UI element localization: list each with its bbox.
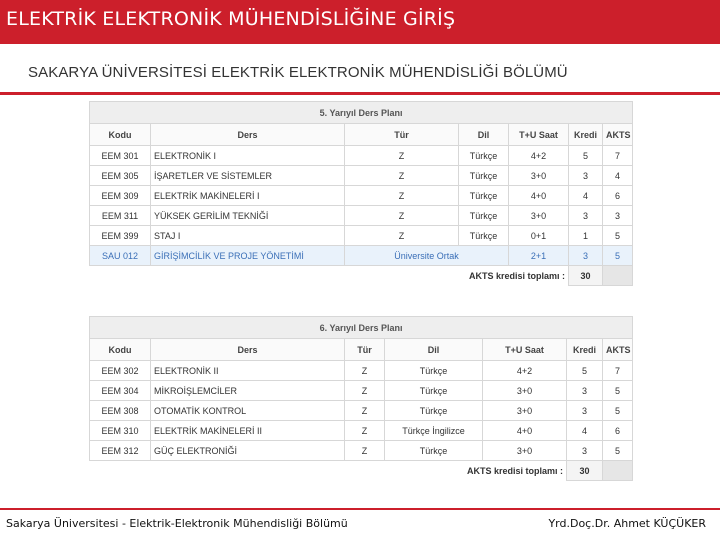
column-header: T+U Saat: [509, 124, 569, 146]
semester6-course-table: [89, 316, 633, 481]
footer-author: Yrd.Doç.Dr. Ahmet KÜÇÜKER: [548, 517, 706, 530]
total-value: 30: [569, 266, 603, 286]
semester5-course-table: [89, 101, 633, 286]
table-row: [90, 206, 633, 226]
course-ects: 6: [603, 421, 633, 441]
course-credit: 3: [567, 441, 603, 461]
course-code: EEM 399: [90, 226, 151, 246]
course-language: Türkçe: [459, 226, 509, 246]
course-code: EEM 311: [90, 206, 151, 226]
course-type: Z: [345, 146, 459, 166]
course-hours: 2+1: [509, 246, 569, 266]
table-header-row: [90, 339, 633, 361]
table-row: [90, 421, 633, 441]
course-name: GİRİŞİMCİLİK VE PROJE YÖNETİMİ: [151, 246, 345, 266]
table-row: [90, 361, 633, 381]
course-language: Türkçe: [385, 361, 483, 381]
course-name: STAJ I: [151, 226, 345, 246]
course-ects: 5: [603, 441, 633, 461]
course-name: ELEKTRONİK I: [151, 146, 345, 166]
column-header: Ders: [151, 339, 345, 361]
footer-divider: [0, 508, 720, 510]
total-label: AKTS kredisi toplamı :: [468, 270, 565, 281]
course-code: EEM 305: [90, 166, 151, 186]
table-row: [90, 226, 633, 246]
course-name: ELEKTRİK MAKİNELERİ I: [151, 186, 345, 206]
column-header: Tür: [345, 124, 459, 146]
total-filler: [603, 461, 633, 481]
course-credit: 3: [567, 381, 603, 401]
course-hours: 4+2: [483, 361, 567, 381]
course-name: MİKROİŞLEMCİLER: [151, 381, 345, 401]
table-row: [90, 146, 633, 166]
table-row: [90, 441, 633, 461]
course-name: OTOMATİK KONTROL: [151, 401, 345, 421]
course-language: Türkçe: [385, 381, 483, 401]
course-name: ELEKTRONİK II: [151, 361, 345, 381]
header-divider: [0, 92, 720, 95]
course-hours: 4+0: [483, 421, 567, 441]
column-header: Ders: [151, 124, 345, 146]
table-row: [90, 401, 633, 421]
table-row-highlighted: [90, 246, 633, 266]
column-header: AKTS: [603, 124, 633, 146]
table-caption: 5. Yarıyıl Ders Planı: [90, 102, 633, 124]
total-label: AKTS kredisi toplamı :: [466, 465, 563, 476]
course-ects: 5: [603, 401, 633, 421]
course-language: Türkçe: [459, 166, 509, 186]
course-type: Z: [345, 441, 385, 461]
course-ects: 6: [603, 186, 633, 206]
course-ects: 4: [603, 166, 633, 186]
course-code: EEM 309: [90, 186, 151, 206]
course-type: Z: [345, 226, 459, 246]
column-header: Kredi: [569, 124, 603, 146]
table-header-row: [90, 124, 633, 146]
table-row: [90, 166, 633, 186]
course-language: Türkçe: [459, 206, 509, 226]
course-code: SAU 012: [90, 246, 151, 266]
course-name: GÜÇ ELEKTRONİĞİ: [151, 441, 345, 461]
column-header: Kodu: [90, 124, 151, 146]
course-type: Z: [345, 361, 385, 381]
course-code: EEM 301: [90, 146, 151, 166]
course-ects: 7: [603, 146, 633, 166]
course-name: YÜKSEK GERİLİM TEKNİĞİ: [151, 206, 345, 226]
table-caption: 6. Yarıyıl Ders Planı: [90, 317, 633, 339]
course-type: Z: [345, 186, 459, 206]
course-language: Türkçe: [385, 441, 483, 461]
course-credit: 4: [569, 186, 603, 206]
slide-subtitle: SAKARYA ÜNİVERSİTESİ ELEKTRİK ELEKTRONİK MÜHENDİSLİĞİ BÖLÜMÜ: [28, 64, 568, 81]
column-header: Dil: [385, 339, 483, 361]
course-ects: 5: [603, 381, 633, 401]
table-total-row: [90, 266, 633, 286]
course-hours: 4+0: [509, 186, 569, 206]
column-header: Dil: [459, 124, 509, 146]
course-hours: 4+2: [509, 146, 569, 166]
column-header: T+U Saat: [483, 339, 567, 361]
course-hours: 0+1: [509, 226, 569, 246]
course-credit: 4: [567, 421, 603, 441]
course-credit: 3: [569, 166, 603, 186]
course-credit: 3: [569, 206, 603, 226]
footer-institution: Sakarya Üniversitesi - Elektrik-Elektronik Mühendisliği Bölümü: [6, 517, 348, 530]
column-header: Tür: [345, 339, 385, 361]
course-type: Z: [345, 401, 385, 421]
course-type: Z: [345, 421, 385, 441]
course-ects: 5: [603, 226, 633, 246]
table-row: [90, 186, 633, 206]
course-code: EEM 312: [90, 441, 151, 461]
course-type: Z: [345, 206, 459, 226]
table-row: [90, 381, 633, 401]
course-hours: 3+0: [509, 166, 569, 186]
course-credit: 5: [569, 146, 603, 166]
course-code: EEM 302: [90, 361, 151, 381]
course-credit: 1: [569, 226, 603, 246]
course-hours: 3+0: [483, 401, 567, 421]
course-hours: 3+0: [483, 381, 567, 401]
course-name: ELEKTRİK MAKİNELERİ II: [151, 421, 345, 441]
course-type: Z: [345, 381, 385, 401]
course-language: Türkçe: [459, 186, 509, 206]
course-credit: 3: [569, 246, 603, 266]
course-language: Türkçe: [459, 146, 509, 166]
course-language: Türkçe: [385, 401, 483, 421]
total-filler: [603, 266, 633, 286]
course-hours: 3+0: [509, 206, 569, 226]
course-credit: 3: [567, 401, 603, 421]
course-ects: 3: [603, 206, 633, 226]
course-code: EEM 304: [90, 381, 151, 401]
course-credit: 5: [567, 361, 603, 381]
column-header: Kodu: [90, 339, 151, 361]
course-ects: 7: [603, 361, 633, 381]
column-header: Kredi: [567, 339, 603, 361]
course-code: EEM 310: [90, 421, 151, 441]
total-value: 30: [567, 461, 603, 481]
column-header: AKTS: [603, 339, 633, 361]
course-language: Türkçe İngilizce: [385, 421, 483, 441]
slide-title: ELEKTRİK ELEKTRONİK MÜHENDİSLİĞİNE GİRİŞ: [0, 0, 720, 44]
course-hours: 3+0: [483, 441, 567, 461]
table-total-row: [90, 461, 633, 481]
course-type: Z: [345, 166, 459, 186]
course-name: İŞARETLER VE SİSTEMLER: [151, 166, 345, 186]
course-ects: 5: [603, 246, 633, 266]
course-type: Üniversite Ortak: [345, 246, 509, 266]
course-code: EEM 308: [90, 401, 151, 421]
